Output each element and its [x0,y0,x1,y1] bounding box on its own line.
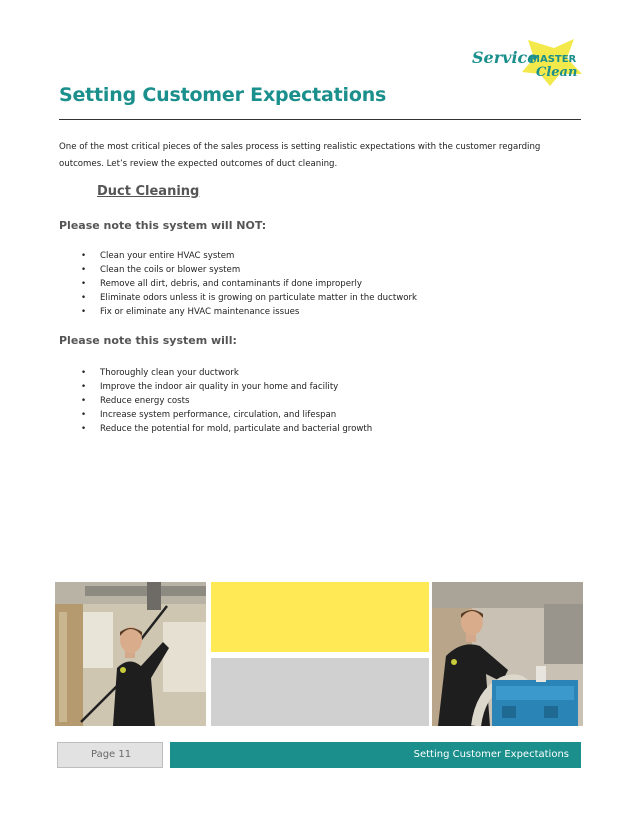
list-item: • Reduce the potential for mold, particulate and bacterial growth [81,424,373,434]
list-item: • Eliminate odors unless it is growing on particulate matter in the ductwork [81,293,418,303]
footer-section-title: Setting Customer Expectations [170,742,581,768]
will-list [81,366,372,436]
will-not-list [81,249,417,319]
intro-paragraph: One of the most critical pieces of the sales process is setting realistic expectations with the customer regarding outcomes. Let’s review the expected outcomes of duct cleaning. [59,142,541,169]
yellow-block [211,582,429,652]
list-item: • Clean your entire HVAC system [81,251,235,261]
bullet-icon: • [81,410,87,420]
list-item: • Clean the coils or blower system [81,265,241,275]
bullet-icon: • [81,307,87,317]
technician-duct-photo [55,582,206,726]
bullet-icon: • [81,251,87,261]
page-title: Setting Customer Expectations [59,84,387,106]
bullet-icon: • [81,382,87,392]
will-not-heading: Please note this system will NOT: [59,219,267,232]
svg-text:MASTER: MASTER [530,54,577,65]
section-subheading: Duct Cleaning [97,184,200,199]
bullet-icon: • [81,293,87,303]
svg-text:Service: Service [472,48,538,67]
technician-equipment-photo [432,582,583,726]
list-item: • Reduce energy costs [81,396,190,406]
list-item: • Fix or eliminate any HVAC maintenance issues [81,307,300,317]
list-item: • Remove all dirt, debris, and contaminants if done improperly [81,279,362,289]
gray-block [211,658,429,726]
will-heading: Please note this system will: [59,334,237,347]
page-number: Page 11 [57,742,163,768]
list-item: • Thoroughly clean your ductwork [81,368,239,378]
list-item: • Increase system performance, circulation, and lifespan [81,410,337,420]
bullet-icon: • [81,368,87,378]
bullet-icon: • [81,424,87,434]
servicemaster-logo [470,36,585,88]
bullet-icon: • [81,396,87,406]
bullet-icon: • [81,279,87,289]
bullet-icon: • [81,265,87,275]
svg-text:Clean: Clean [536,65,578,80]
list-item: • Improve the indoor air quality in your home and facility [81,382,339,392]
title-rule [59,119,581,120]
